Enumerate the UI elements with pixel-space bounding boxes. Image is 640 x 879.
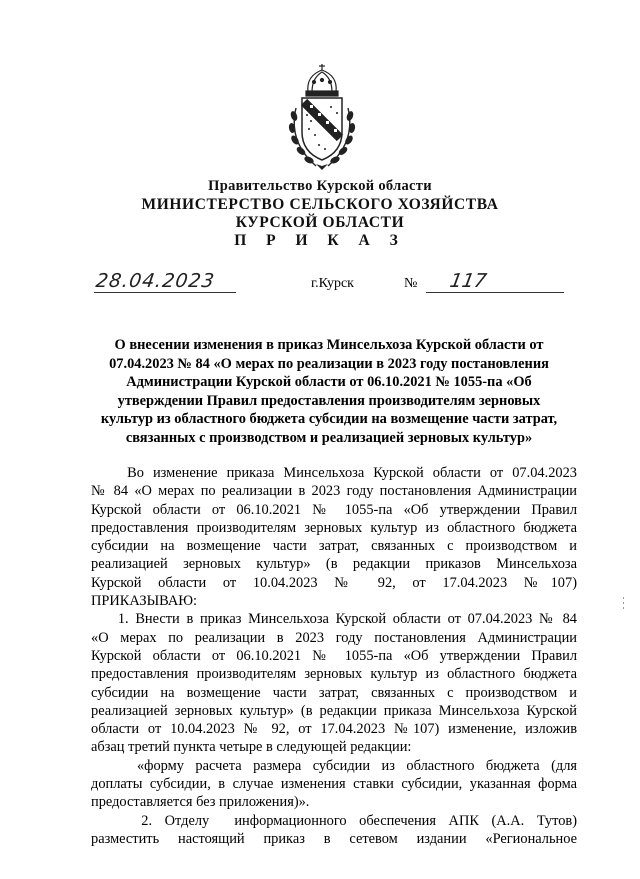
body-line: Во изменение приказа Минсельхоза Курской области от 07.04.2023 [91,465,577,481]
subject-line: культур из областного бюджета субсидии на возмещение части затрат, [100,411,558,428]
body-line: Курской области от 06.10.2021 № 1055-па «Об утверждении Правил [91,647,577,664]
order-body [91,464,577,848]
ministry-name-line2: КУРСКОЙ ОБЛАСТИ [235,214,405,231]
subject-line: 07.04.2023 № 84 «О мерах по реализации в 2023 году постановления [109,355,549,372]
city: г.Курск [311,276,354,291]
number-underline [426,292,564,293]
body-line: субсидии на возмещение части затрат, связанных с производством и [91,684,577,701]
body-line: ПРИКАЗЫВАЮ: [91,593,198,610]
date-underline [94,292,236,293]
ministry-name-line1: МИНИСТЕРСТВО СЕЛЬСКОГО ХОЗЯЙСТВА [141,196,499,213]
body-line: предоставления производителям зерновых культур из областного бюджета [91,666,577,683]
body-line: реализацией зерновых культур» (в редакции приказа Минсельхоза Курской [91,702,577,719]
subject-line: Администрации Курской области от 06.10.2021 № 1055-па «Об [126,374,532,391]
body-line: № 84 «О мерах по реализации в 2023 году постановления Администрации [91,483,577,500]
body-line: предоставления производителям зерновых культур из областного бюджета [91,519,577,536]
order-date: 28.04.2023 [94,270,217,292]
subject-line: О внесении изменения в приказ Минсельхоза Курской области от [114,337,544,353]
document-type: П Р И К А З [234,232,406,249]
body-line: абзац третий пункта четыре в следующей редакции: [91,739,412,756]
subject-line: утверждении Правил предоставления производителям зерновых [117,392,541,409]
subject-line: связанных с производством и реализацией зерновых культур» [125,429,533,446]
body-line: предоставляется без приложения)». [91,794,310,811]
body-line: Курской области от 10.04.2023 № 92, от 17.04.2023 №107) [91,574,577,591]
order-number: 117 [448,270,489,292]
government-name: Правительство Курской области [208,178,432,194]
body-line: разместить настоящий приказ в сетевом издании «Региональное [91,830,577,847]
body-line: «О мерах по реализации в 2023 году постановления Администрации [91,629,577,646]
body-line: доплаты субсидии, в случае изменения ставки субсидии, указанная форма [91,776,577,793]
coat-of-arms-emblem [286,62,358,174]
body-line: 1. Внести в приказ Минсельхоза Курской области от 07.04.2023 № 84 [91,611,577,628]
body-line: реализацией зерновых культур» (в редакции приказов Минсельхоза [91,556,577,573]
body-line: 2. Отделу информационного обеспечения АПК (А.А. Тутов) [91,812,577,829]
body-line: субсидии на возмещение части затрат, связанных с производством и [91,538,577,555]
body-line: «форму расчета размера субсидии из областного бюджета (для [91,757,577,774]
order-subject [88,336,570,448]
number-sign: № [404,276,418,291]
body-line: области от 10.04.2023 № 92, от 17.04.2023 №107) изменение, изложив [91,721,577,738]
body-line: Курской области от 06.10.2021 № 1055-па «Об утверждении Правил [91,501,577,518]
margin-mark [622,597,626,609]
